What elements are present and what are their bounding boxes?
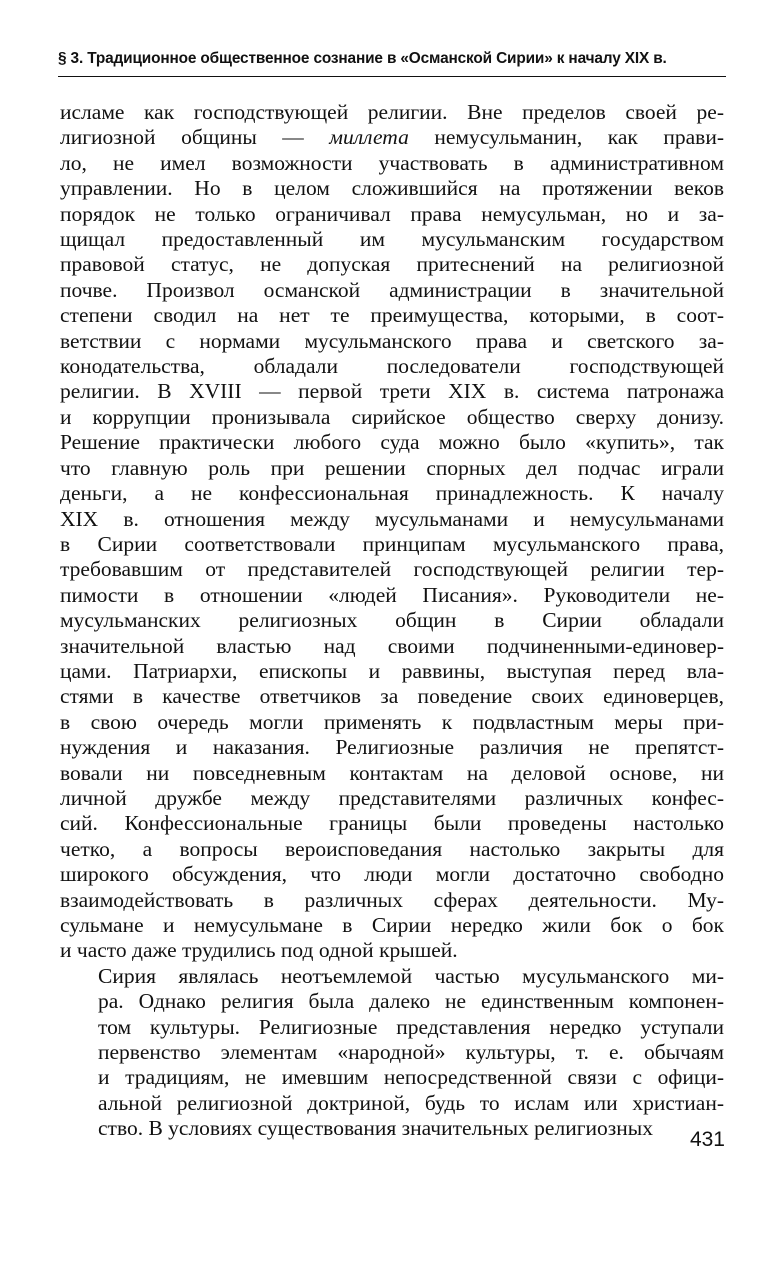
text-run: что главную роль при решении спорных дел подчас играли [60, 455, 724, 480]
text-line [60, 1065, 724, 1090]
text-line [60, 202, 724, 227]
text-line [60, 303, 724, 328]
text-line [60, 176, 724, 201]
text-run: и коррупции пронизывала сирийское общество сверху донизу. [60, 404, 724, 429]
text-line [60, 888, 724, 913]
text-line [60, 456, 724, 481]
header-rule [58, 76, 726, 77]
text-line [60, 761, 724, 786]
text-run: ло, не имел возможности участвовать в административном [60, 150, 724, 175]
text-run: значительной властью над своими подчиненными-единовер- [60, 633, 724, 658]
text-run: деньги, а не конфессиональная принадлежность. К началу [60, 481, 724, 506]
text-run: ра. Однако религия была далеко не единственным компонен- [98, 989, 724, 1014]
text-line [60, 964, 724, 989]
text-line [60, 634, 724, 659]
text-run: правовой статус, не допуская притеснений на религиозной [60, 252, 724, 277]
text-run: том культуры. Религиозные представления нередко уступали [98, 1014, 724, 1039]
text-line [60, 837, 724, 862]
text-line [60, 227, 724, 252]
text-line [60, 557, 724, 582]
text-run: управлении. Но в целом сложившийся на протяжении веков [60, 176, 724, 201]
text-line [60, 862, 724, 887]
text-line [60, 811, 724, 836]
body-text [60, 100, 724, 1142]
text-line [60, 481, 724, 506]
text-line [60, 405, 724, 430]
text-line [60, 1116, 724, 1141]
paragraph-2 [60, 964, 724, 1142]
page-number: 431 [689, 1128, 725, 1151]
text-line [60, 583, 724, 608]
text-run: конодательства, обладали последователи господствующей [60, 354, 724, 379]
text-line [60, 735, 724, 760]
text-run: щищал предоставленный им мусульманским государством [60, 227, 724, 252]
text-run: ветствии с нормами мусульманского права и светского за- [60, 328, 724, 353]
text-run: исламе как господствующей религии. Вне пределов своей ре- [60, 100, 724, 124]
text-run: степени сводил на нет те преимущества, которыми, в соот- [60, 303, 724, 328]
text-line [60, 125, 724, 150]
text-run: четко, а вопросы вероисповедания настолько закрыты для [60, 836, 724, 861]
text-line [60, 1015, 724, 1040]
text-run: в свою очередь могли применять к подвластным меры при- [60, 709, 724, 734]
text-run: сульмане и немусульмане в Сирии нередко жили бок о бок [60, 913, 724, 937]
text-line [60, 938, 724, 963]
text-line [60, 354, 724, 379]
text-run: альной религиозной доктриной, будь то ислам или христиан- [98, 1090, 724, 1115]
text-line [60, 329, 724, 354]
text-run: немусульманин, как прави- [408, 125, 724, 150]
text-line [60, 151, 724, 176]
text-run: первенство элементам «народной» культуры, т. е. обычаям [98, 1040, 724, 1065]
text-run: сий. Конфессиональные границы были проведены настолько [60, 811, 724, 836]
text-run: взаимодействовать в различных сферах деятельности. Му- [60, 887, 724, 912]
text-line [60, 989, 724, 1014]
text-run: в Сирии соответствовали принципам мусульманского права, [60, 531, 724, 556]
text-run: лигиозной общины — [60, 125, 330, 150]
text-run: требовавшим от представителей господствующей религии тер- [60, 557, 724, 582]
text-line [60, 608, 724, 633]
text-line [60, 659, 724, 684]
italic-term: миллета [329, 125, 409, 150]
running-head: § 3. Традиционное общественное сознание в «Османской Сирии» к началу XIX в. [58, 50, 667, 67]
text-run: широкого обсуждения, что люди могли достаточно свободно [60, 862, 724, 887]
paragraph-1 [60, 100, 724, 964]
text-line [60, 507, 724, 532]
text-run: вовали ни повседневным контактам на деловой основе, ни [60, 760, 724, 785]
text-run: религии. В XVIII — первой трети XIX в. система патронажа [60, 379, 724, 404]
text-line [60, 913, 724, 938]
text-run: пимости в отношении «людей Писания». Руководители не- [60, 582, 724, 607]
text-line [60, 430, 724, 455]
text-line [60, 252, 724, 277]
text-run: стями в качестве ответчиков за поведение своих единоверцев, [60, 684, 724, 709]
text-run: XIX в. отношения между мусульманами и немусульманами [60, 506, 724, 531]
text-line [60, 1091, 724, 1116]
text-run: нуждения и наказания. Религиозные различия не препятст- [60, 735, 724, 760]
text-run: личной дружбе между представителями различных конфес- [60, 785, 724, 810]
text-line [60, 100, 724, 125]
text-run: цами. Патриархи, епископы и раввины, выступая перед вла- [60, 658, 724, 683]
text-line [60, 1040, 724, 1065]
text-run: порядок не только ограничивал права немусульман, но и за- [60, 201, 724, 226]
text-run: Сирия являлась неотъемлемой частью мусульманского ми- [98, 963, 724, 988]
text-line [60, 684, 724, 709]
text-line [60, 710, 724, 735]
text-run: почве. Произвол османской администрации в значительной [60, 277, 724, 302]
text-line [60, 278, 724, 303]
text-line [60, 379, 724, 404]
text-run: и традициям, не имевшим непосредственной связи с офици- [98, 1065, 724, 1090]
text-run: ство. В условиях существования значительных религиозных [98, 1116, 653, 1141]
text-line [60, 786, 724, 811]
text-run: Решение практически любого суда можно было «купить», так [60, 430, 724, 455]
text-run: и часто даже трудились под одной крышей. [60, 938, 458, 963]
text-line [60, 532, 724, 557]
text-run: мусульманских религиозных общин в Сирии обладали [60, 608, 724, 633]
